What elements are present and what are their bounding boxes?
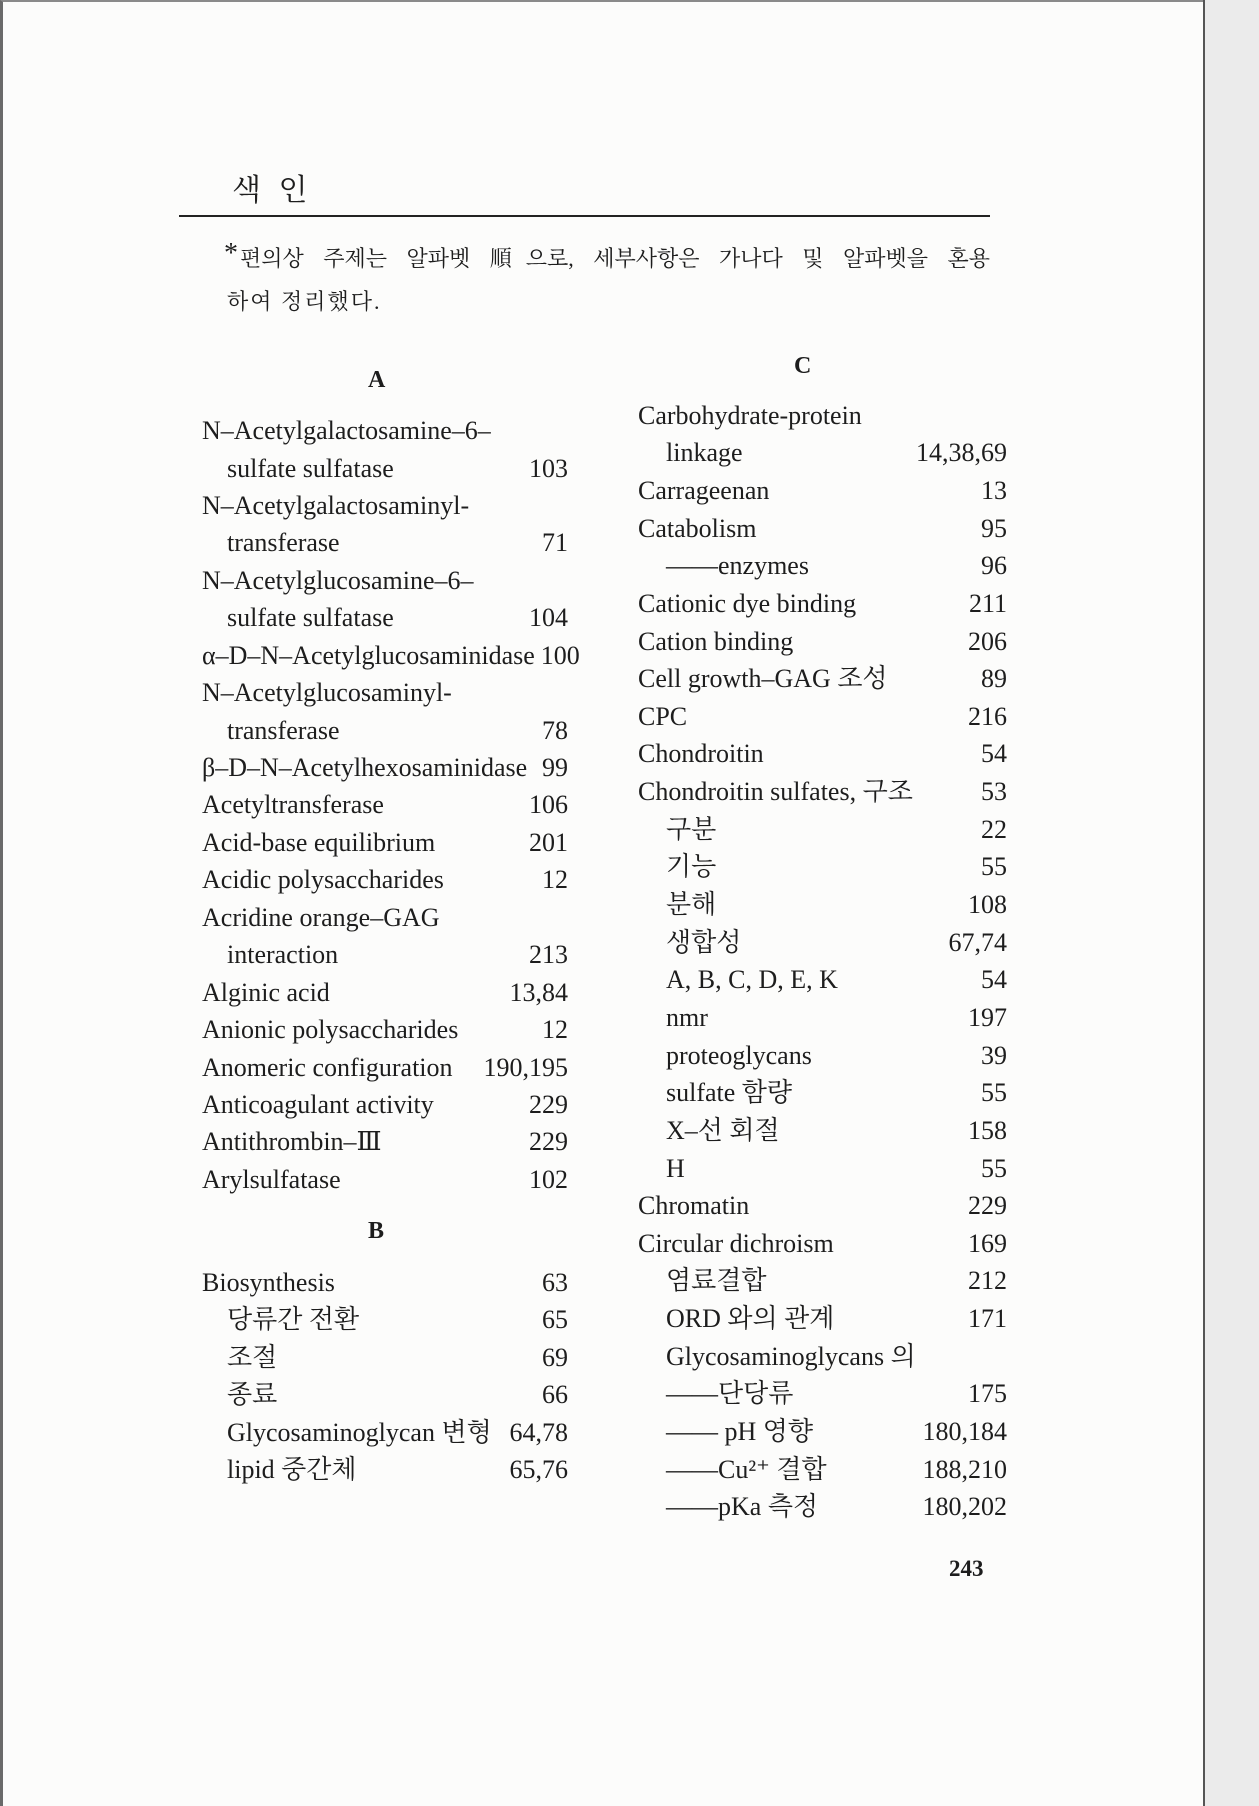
index-page-ref: 213	[529, 940, 568, 970]
index-page-ref: 54	[981, 965, 1007, 995]
index-entry	[202, 1049, 568, 1086]
index-entry	[638, 1451, 1007, 1489]
index-term: Cationic dye binding	[638, 588, 857, 618]
index-entry	[202, 412, 568, 449]
index-term: Chondroitin sulfates, 구조	[638, 777, 913, 807]
section-heading: B	[368, 1218, 385, 1245]
index-page-ref: 229	[529, 1089, 568, 1119]
index-page-ref: 180,184	[922, 1416, 1007, 1446]
index-page-ref: 65,76	[509, 1455, 568, 1485]
index-term: Acidic polysaccharides	[202, 865, 444, 895]
index-column-right	[638, 333, 1007, 1526]
index-term: Glycosaminoglycan 변형	[227, 1417, 492, 1447]
index-term: interaction	[227, 940, 339, 970]
index-page-ref: 78	[542, 715, 568, 745]
index-entry	[202, 1376, 568, 1413]
index-term: 분해	[666, 890, 717, 920]
index-term: transferase	[227, 528, 340, 558]
index-page-ref: 67,74	[948, 927, 1007, 957]
index-entry	[202, 450, 568, 487]
index-entry	[638, 886, 1007, 924]
binding-edge	[1203, 0, 1259, 1806]
index-entry	[202, 749, 568, 786]
index-entry	[202, 1264, 568, 1301]
index-entry	[202, 674, 568, 711]
index-term: proteoglycans	[666, 1040, 812, 1070]
index-entry	[202, 1123, 568, 1160]
index-page-ref: 12	[542, 865, 568, 895]
index-entry	[638, 397, 1007, 435]
note-asterisk: *	[224, 238, 238, 269]
index-page-ref: 89	[981, 664, 1007, 694]
index-term: 당류간 전환	[227, 1305, 360, 1335]
index-page-ref: 95	[981, 513, 1007, 543]
index-entry	[638, 1187, 1007, 1225]
index-entry	[202, 1161, 568, 1198]
index-term: Anionic polysaccharides	[202, 1015, 459, 1045]
index-term: β–D–N–Acetylhexosaminidase	[202, 753, 528, 783]
index-term: ——pKa 측정	[666, 1492, 819, 1522]
index-entry	[202, 637, 580, 674]
index-entry	[638, 1375, 1007, 1413]
section-heading: A	[368, 366, 386, 393]
index-page-ref: 99	[542, 753, 568, 783]
index-term: A, B, C, D, E, K	[666, 965, 838, 995]
index-page-ref: 55	[981, 852, 1007, 882]
index-entry	[638, 1262, 1007, 1300]
index-page-ref: 169	[968, 1228, 1007, 1258]
index-term: Chondroitin	[638, 739, 764, 769]
index-column-left	[202, 347, 580, 1489]
index-entry	[638, 434, 1007, 472]
index-entry	[202, 974, 568, 1011]
index-entry	[638, 1150, 1007, 1188]
index-entry	[202, 1301, 568, 1338]
index-term: 염료결합	[666, 1266, 767, 1296]
index-entry	[638, 1488, 1007, 1526]
page-number: 243	[949, 1556, 984, 1581]
index-entry	[638, 660, 1007, 698]
index-page-ref: 216	[968, 701, 1007, 731]
index-term: Cell growth–GAG 조성	[638, 664, 888, 694]
index-entry	[638, 585, 1007, 623]
index-term: α–D–N–Acetylglucosaminidase	[202, 640, 535, 670]
index-term: Alginic acid	[202, 977, 330, 1007]
index-term: N–Acetylglucosamine–6–	[202, 565, 474, 595]
index-page-ref: 100	[540, 640, 580, 670]
index-term: Chromatin	[638, 1191, 750, 1221]
index-term: Acid-base equilibrium	[202, 827, 436, 857]
index-page-ref: 39	[981, 1040, 1007, 1070]
index-term: ——enzymes	[666, 551, 809, 581]
index-page-ref: 102	[529, 1164, 568, 1194]
index-term: Acetyltransferase	[202, 790, 384, 820]
index-page-ref: 22	[981, 814, 1007, 844]
index-page-ref: 55	[981, 1078, 1007, 1108]
index-page-ref: 54	[981, 739, 1007, 769]
index-term: sulfate sulfatase	[227, 453, 394, 483]
index-page-ref: 65	[542, 1305, 568, 1335]
index-entry	[638, 1300, 1007, 1338]
index-entry	[202, 1451, 568, 1488]
index-page-ref: 201	[529, 827, 568, 857]
index-term: Catabolism	[638, 513, 757, 543]
index-page-ref: 197	[968, 1002, 1007, 1032]
index-entry	[202, 524, 568, 561]
index-page-ref: 106	[529, 790, 568, 820]
index-page-ref: 229	[529, 1127, 568, 1157]
index-term: Carbohydrate-protein	[638, 400, 862, 430]
index-page-ref: 158	[968, 1115, 1007, 1145]
index-page-ref: 53	[981, 777, 1007, 807]
note-line-1	[224, 238, 990, 274]
index-entry	[202, 786, 568, 823]
index-entry	[638, 924, 1007, 962]
index-term: Acridine orange–GAG	[202, 902, 440, 932]
index-page-ref: 171	[968, 1304, 1007, 1334]
index-term: X–선 회절	[666, 1115, 780, 1145]
index-term: Arylsulfatase	[202, 1164, 341, 1194]
index-page-ref: 180,202	[922, 1492, 1007, 1522]
index-entry	[638, 472, 1007, 510]
index-page-ref: 188,210	[922, 1454, 1007, 1484]
index-term: N–Acetylglucosaminyl-	[202, 678, 452, 708]
index-term: 종료	[227, 1380, 278, 1410]
index-page-ref: 104	[529, 603, 568, 633]
index-term: linkage	[666, 438, 743, 468]
index-term: nmr	[666, 1002, 708, 1032]
index-term: Biosynthesis	[202, 1267, 335, 1297]
index-page-ref: 63	[542, 1267, 568, 1297]
index-entry	[202, 487, 568, 524]
index-page-ref: 55	[981, 1153, 1007, 1183]
index-term: —— pH 영향	[666, 1416, 814, 1446]
index-page-ref: 64,78	[509, 1417, 568, 1447]
index-entry	[638, 1338, 1007, 1376]
index-entry	[638, 848, 1007, 886]
index-entry	[202, 1414, 568, 1451]
index-term: N–Acetylgalactosaminyl-	[202, 490, 470, 520]
index-term: H	[666, 1153, 685, 1183]
index-entry	[638, 547, 1007, 585]
index-entry	[638, 1037, 1007, 1075]
title-rule	[179, 215, 990, 217]
index-entry	[638, 735, 1007, 773]
section-heading: C	[794, 353, 812, 379]
index-page-ref: 96	[981, 551, 1007, 581]
index-term: 구분	[666, 814, 717, 844]
index-term: 조절	[227, 1342, 278, 1372]
index-entry	[638, 510, 1007, 548]
index-entry	[638, 1074, 1007, 1112]
index-page-ref: 66	[542, 1380, 568, 1410]
index-term: sulfate 함량	[666, 1078, 793, 1108]
index-page-ref: 13,84	[509, 977, 568, 1007]
index-term: lipid 중간체	[227, 1455, 357, 1485]
index-term: Anomeric configuration	[202, 1052, 453, 1082]
note-text-1: 편의상 주제는 알파벳 順으로, 세부사항은 가나다 및 알파벳을 혼용	[240, 246, 990, 271]
index-term: Glycosaminoglycans 의	[666, 1341, 916, 1371]
index-page-ref: 12	[542, 1015, 568, 1045]
index-term: Circular dichroism	[638, 1228, 834, 1258]
index-entry	[638, 773, 1007, 811]
index-entry	[638, 999, 1007, 1037]
index-term: Carrageenan	[638, 475, 770, 505]
index-entry	[202, 712, 568, 749]
index-page-ref: 190,195	[483, 1052, 568, 1082]
index-entry	[638, 1225, 1007, 1263]
index-page-ref: 71	[542, 528, 568, 558]
index-page-ref: 229	[968, 1191, 1007, 1221]
index-entry	[202, 1339, 568, 1376]
index-page-ref: 206	[968, 626, 1007, 656]
index-term: ——단당류	[666, 1379, 794, 1409]
index-term: N–Acetylgalactosamine–6–	[202, 416, 491, 446]
index-entry	[638, 811, 1007, 849]
index-page-ref: 175	[968, 1379, 1007, 1409]
index-term: 생합성	[666, 927, 742, 957]
index-term: ——Cu²⁺ 결합	[666, 1454, 827, 1484]
index-entry	[202, 562, 568, 599]
index-entry	[638, 623, 1007, 661]
index-page-ref: 212	[968, 1266, 1007, 1296]
index-entry	[638, 1413, 1007, 1451]
note-line-2: 하여 정리했다.	[227, 289, 382, 314]
index-term: Antithrombin–Ⅲ	[202, 1127, 382, 1157]
index-term: Cation binding	[638, 626, 794, 656]
index-entry	[202, 1011, 568, 1048]
index-entry	[202, 861, 568, 898]
index-term: 기능	[666, 852, 717, 882]
index-entry	[202, 599, 568, 636]
index-term: sulfate sulfatase	[227, 603, 394, 633]
index-page-ref: 103	[529, 453, 568, 483]
index-page-ref: 108	[968, 890, 1007, 920]
page-title: 색 인	[232, 173, 312, 208]
index-page-ref: 69	[542, 1342, 568, 1372]
index-entry	[638, 961, 1007, 999]
index-entry	[638, 1112, 1007, 1150]
index-entry	[202, 936, 568, 973]
index-page-ref: 13	[981, 475, 1007, 505]
index-term: transferase	[227, 715, 340, 745]
index-term: Anticoagulant activity	[202, 1089, 434, 1119]
index-entry	[202, 824, 568, 861]
index-entry	[202, 1086, 568, 1123]
index-term: CPC	[638, 701, 688, 731]
index-page-ref: 211	[968, 588, 1007, 618]
index-term: ORD 와의 관계	[666, 1304, 835, 1334]
index-entry	[202, 899, 568, 936]
index-page-ref: 14,38,69	[916, 438, 1007, 468]
index-entry	[638, 698, 1007, 736]
